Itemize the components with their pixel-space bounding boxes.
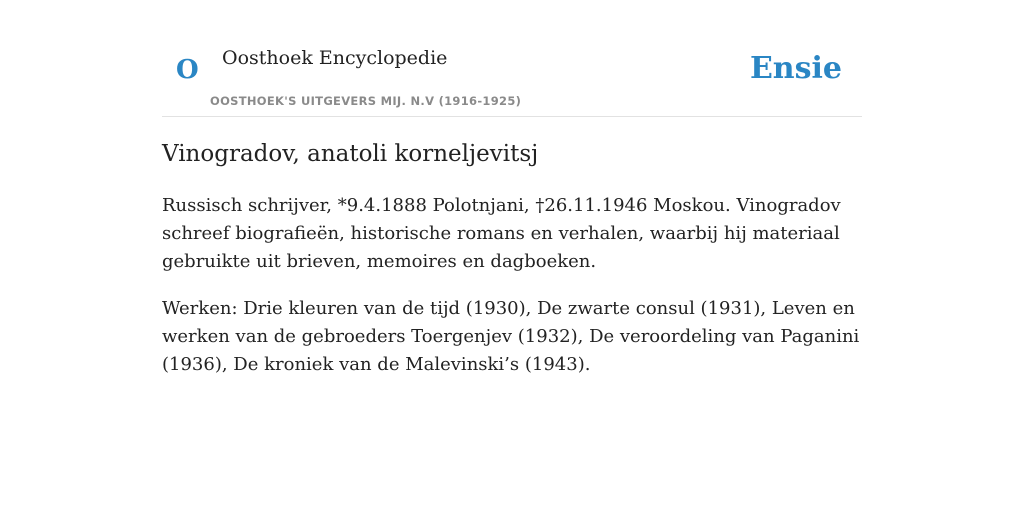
brand-logo[interactable]: Ensie — [749, 51, 842, 86]
source-subtitle: OOSTHOEK'S UITGEVERS MIJ. N.V (1916-1925) — [210, 94, 522, 108]
page — [162, 0, 862, 375]
entry-paragraph: Werken: Drie kleuren van de tijd (1930), De zwarte consul (1931), Leven en werken van de gebroeders Toergenjev (1932), De veroordeling van Paganini (1936), De kroniek van de Malevinski’s (1943). — [162, 298, 860, 375]
source-title[interactable]: Oosthoek Encyclopedie — [222, 47, 448, 69]
source-header — [162, 0, 862, 117]
entry-body — [162, 192, 862, 398]
source-logo-icon[interactable]: O — [176, 55, 199, 85]
entry-paragraph: Russisch schrijver, *9.4.1888 Polotnjani, †26.11.1946 Moskou. Vinogradov schreef biografieën, historische romans en verhalen, waarbij hij materiaal gebruikte uit brieven, memoires en dagboeken. — [162, 195, 841, 272]
entry-title: Vinogradov, anatoli korneljevitsj — [162, 141, 539, 167]
